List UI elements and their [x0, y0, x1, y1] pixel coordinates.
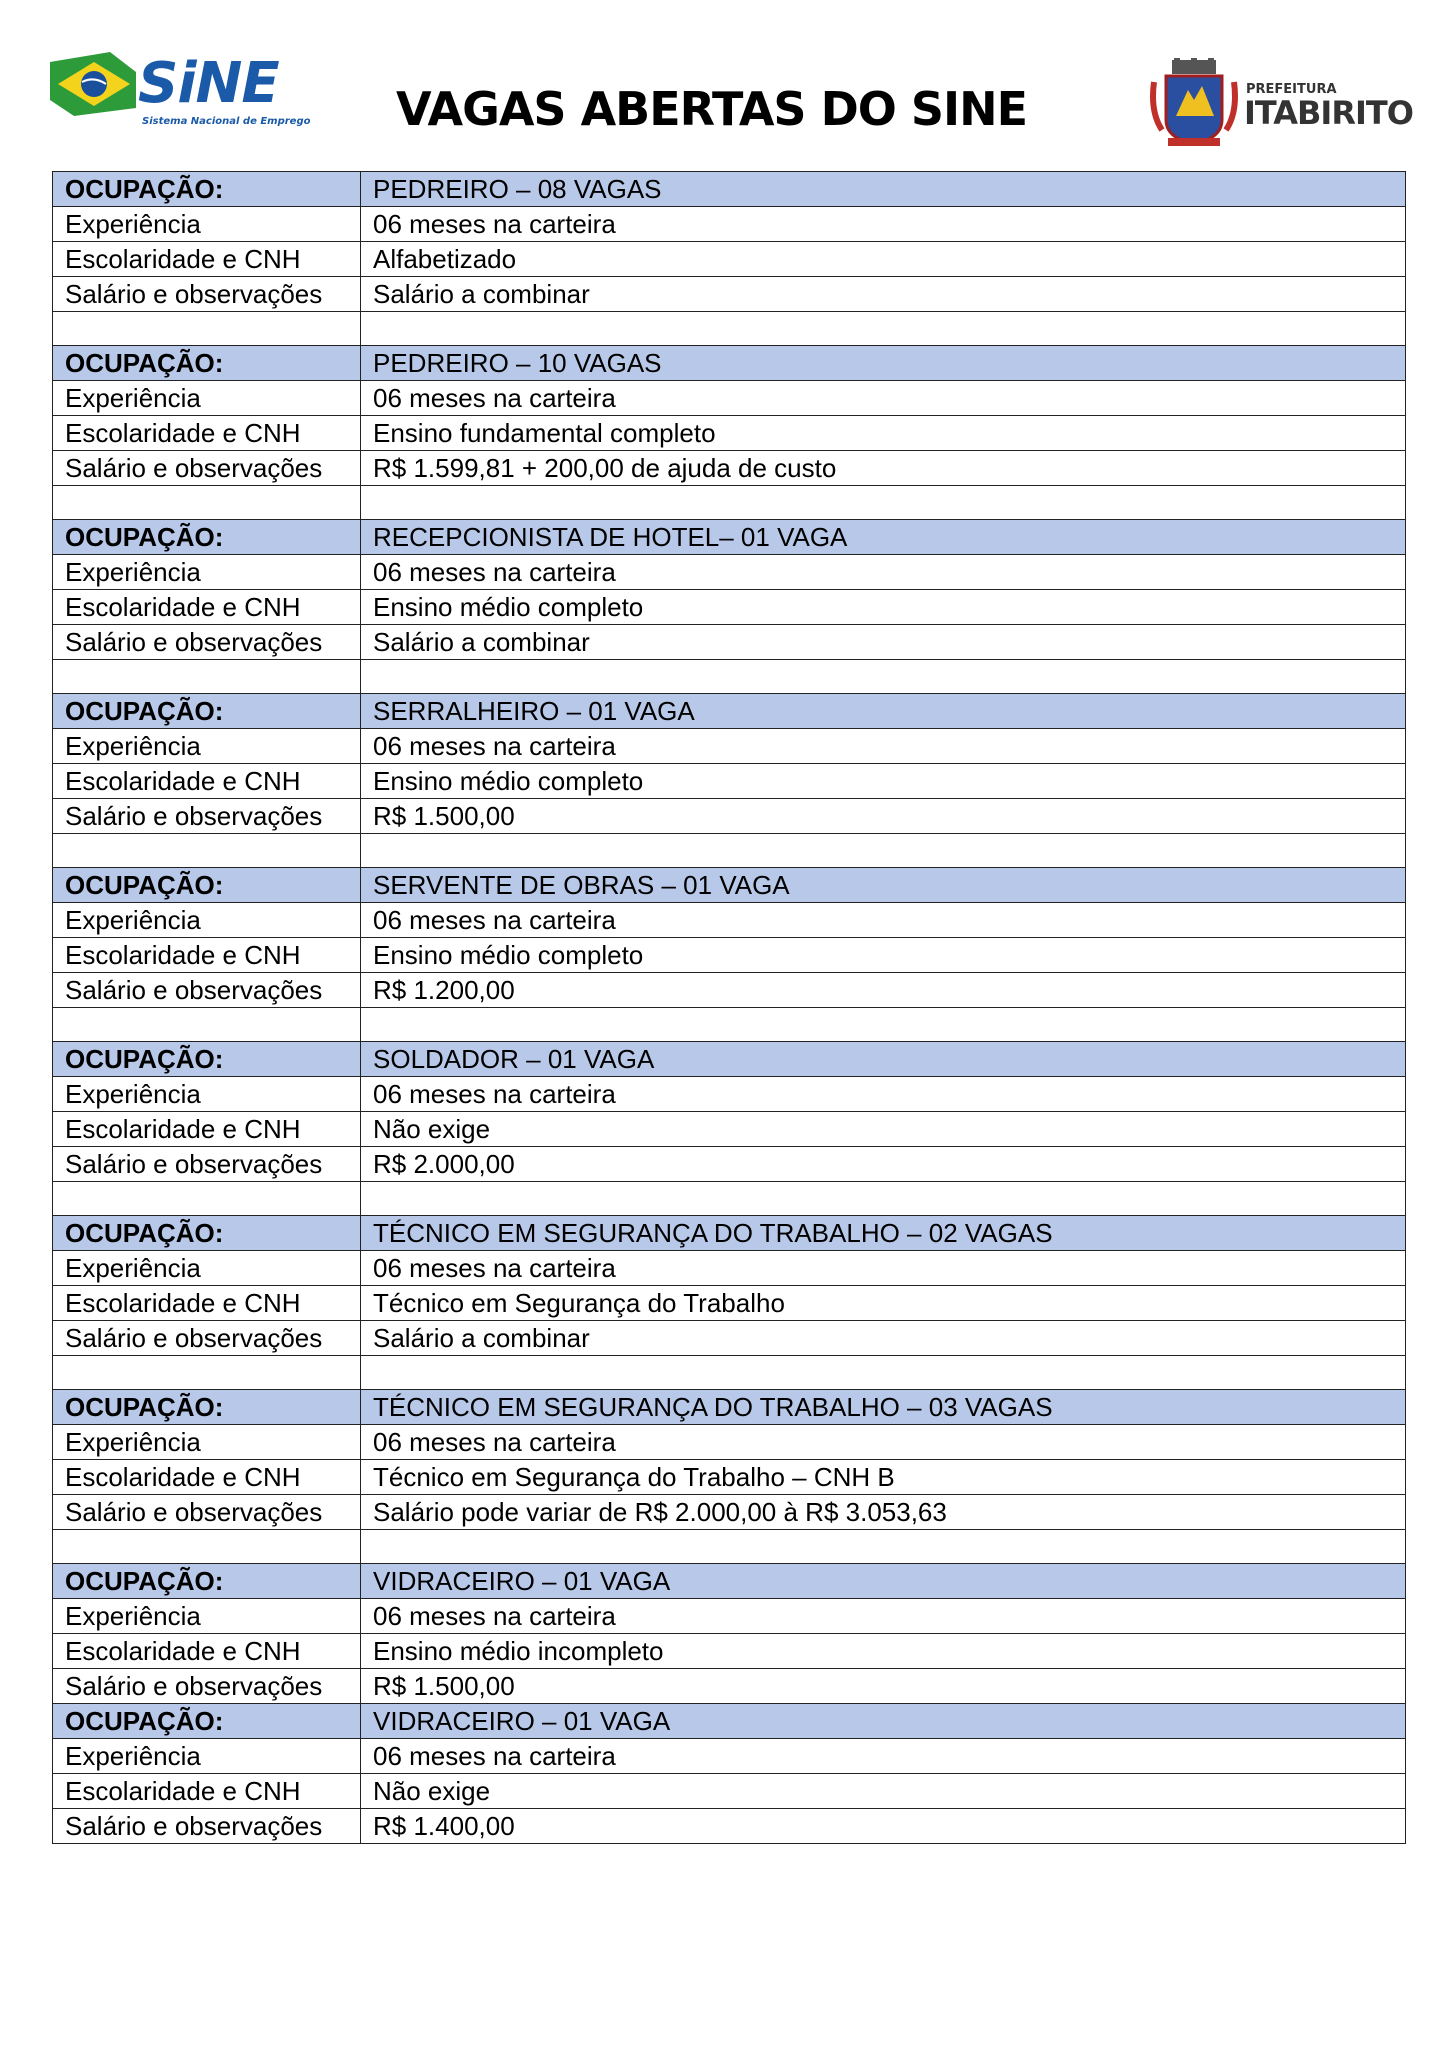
table-row [53, 416, 1406, 451]
experience-label: Experiência [53, 1599, 361, 1634]
experience-label: Experiência [53, 1077, 361, 1112]
occupation-label: OCUPAÇÃO: [53, 520, 361, 555]
salary-value: Salário pode variar de R$ 2.000,00 à R$ 3.053,63 [361, 1495, 1406, 1530]
experience-value: 06 meses na carteira [361, 903, 1406, 938]
table-row [53, 1425, 1406, 1460]
table-row [53, 1460, 1406, 1495]
experience-label: Experiência [53, 1739, 361, 1774]
table-row [53, 381, 1406, 416]
education-value: Ensino médio completo [361, 764, 1406, 799]
salary-label: Salário e observações [53, 1809, 361, 1844]
occupation-value: VIDRACEIRO – 01 VAGA [361, 1704, 1406, 1739]
table-row [53, 242, 1406, 277]
occupation-value: RECEPCIONISTA DE HOTEL– 01 VAGA [361, 520, 1406, 555]
occupation-row [53, 1042, 1406, 1077]
occupation-value: PEDREIRO – 10 VAGAS [361, 346, 1406, 381]
education-value: Ensino médio completo [361, 938, 1406, 973]
experience-value: 06 meses na carteira [361, 381, 1406, 416]
spacer-row [53, 834, 1406, 868]
experience-label: Experiência [53, 729, 361, 764]
salary-label: Salário e observações [53, 1147, 361, 1182]
spacer-cell [361, 1182, 1406, 1216]
education-label: Escolaridade e CNH [53, 764, 361, 799]
spacer-cell [53, 834, 361, 868]
education-label: Escolaridade e CNH [53, 1634, 361, 1669]
occupation-value: TÉCNICO EM SEGURANÇA DO TRABALHO – 02 VAGAS [361, 1216, 1406, 1251]
education-value: Não exige [361, 1112, 1406, 1147]
occupation-row [53, 1216, 1406, 1251]
occupation-label: OCUPAÇÃO: [53, 172, 361, 207]
occupation-value: TÉCNICO EM SEGURANÇA DO TRABALHO – 03 VAGAS [361, 1390, 1406, 1425]
salary-label: Salário e observações [53, 1321, 361, 1356]
salary-value: Salário a combinar [361, 277, 1406, 312]
spacer-row [53, 1008, 1406, 1042]
occupation-value: SERRALHEIRO – 01 VAGA [361, 694, 1406, 729]
spacer-row [53, 1356, 1406, 1390]
table-row [53, 1286, 1406, 1321]
spacer-cell [53, 486, 361, 520]
table-row [53, 903, 1406, 938]
spacer-cell [361, 834, 1406, 868]
occupation-row [53, 694, 1406, 729]
spacer-cell [361, 660, 1406, 694]
spacer-cell [361, 1530, 1406, 1564]
occupation-label: OCUPAÇÃO: [53, 1216, 361, 1251]
table-row [53, 973, 1406, 1008]
occupation-row [53, 172, 1406, 207]
spacer-cell [53, 660, 361, 694]
education-label: Escolaridade e CNH [53, 1774, 361, 1809]
experience-value: 06 meses na carteira [361, 1425, 1406, 1460]
spacer-cell [361, 312, 1406, 346]
salary-value: R$ 2.000,00 [361, 1147, 1406, 1182]
job-vacancies-table [52, 171, 1406, 1844]
table-row [53, 1147, 1406, 1182]
salary-value: R$ 1.500,00 [361, 1669, 1406, 1704]
education-value: Técnico em Segurança do Trabalho – CNH B [361, 1460, 1406, 1495]
spacer-row [53, 486, 1406, 520]
experience-value: 06 meses na carteira [361, 1739, 1406, 1774]
table-row [53, 1599, 1406, 1634]
education-label: Escolaridade e CNH [53, 1286, 361, 1321]
education-label: Escolaridade e CNH [53, 590, 361, 625]
salary-label: Salário e observações [53, 625, 361, 660]
itabirito-logo [1150, 58, 1413, 153]
table-row [53, 938, 1406, 973]
occupation-label: OCUPAÇÃO: [53, 1704, 361, 1739]
education-value: Não exige [361, 1774, 1406, 1809]
table-row [53, 590, 1406, 625]
spacer-cell [53, 1530, 361, 1564]
spacer-row [53, 1182, 1406, 1216]
occupation-label: OCUPAÇÃO: [53, 1564, 361, 1599]
table-row [53, 1321, 1406, 1356]
salary-label: Salário e observações [53, 1669, 361, 1704]
experience-value: 06 meses na carteira [361, 1599, 1406, 1634]
experience-label: Experiência [53, 1425, 361, 1460]
experience-label: Experiência [53, 555, 361, 590]
table-row [53, 799, 1406, 834]
education-value: Alfabetizado [361, 242, 1406, 277]
city-logo-prefix: PREFEITURA [1246, 82, 1337, 97]
table-row [53, 1112, 1406, 1147]
table-row [53, 729, 1406, 764]
spacer-row [53, 312, 1406, 346]
occupation-row [53, 346, 1406, 381]
salary-label: Salário e observações [53, 451, 361, 486]
sine-logo-word: SiNE [138, 51, 279, 116]
spacer-cell [53, 312, 361, 346]
education-value: Ensino médio incompleto [361, 1634, 1406, 1669]
sine-logo-subtitle: Sistema Nacional de Emprego [142, 116, 311, 127]
experience-value: 06 meses na carteira [361, 555, 1406, 590]
spacer-row [53, 660, 1406, 694]
experience-value: 06 meses na carteira [361, 729, 1406, 764]
occupation-row [53, 1704, 1406, 1739]
city-crest-icon [1150, 58, 1238, 150]
occupation-value: PEDREIRO – 08 VAGAS [361, 172, 1406, 207]
experience-label: Experiência [53, 381, 361, 416]
salary-label: Salário e observações [53, 799, 361, 834]
table-row [53, 764, 1406, 799]
page-title: VAGAS ABERTAS DO SINE [396, 82, 1028, 136]
table-row [53, 1495, 1406, 1530]
page-header [0, 0, 1448, 168]
city-logo-name: ITABIRITO [1244, 94, 1413, 132]
education-value: Técnico em Segurança do Trabalho [361, 1286, 1406, 1321]
salary-label: Salário e observações [53, 1495, 361, 1530]
occupation-label: OCUPAÇÃO: [53, 694, 361, 729]
education-label: Escolaridade e CNH [53, 242, 361, 277]
occupation-value: SOLDADOR – 01 VAGA [361, 1042, 1406, 1077]
table-row [53, 1077, 1406, 1112]
brazil-flag-icon [50, 52, 136, 116]
occupation-row [53, 1390, 1406, 1425]
education-label: Escolaridade e CNH [53, 1460, 361, 1495]
spacer-cell [361, 1008, 1406, 1042]
salary-value: R$ 1.599,81 + 200,00 de ajuda de custo [361, 451, 1406, 486]
salary-label: Salário e observações [53, 973, 361, 1008]
table-row [53, 1774, 1406, 1809]
experience-value: 06 meses na carteira [361, 1077, 1406, 1112]
table-row [53, 1634, 1406, 1669]
table-row [53, 555, 1406, 590]
occupation-value: SERVENTE DE OBRAS – 01 VAGA [361, 868, 1406, 903]
spacer-cell [361, 486, 1406, 520]
table-row [53, 1739, 1406, 1774]
table-row [53, 1809, 1406, 1844]
sine-logo [50, 52, 310, 132]
salary-value: R$ 1.400,00 [361, 1809, 1406, 1844]
table-row [53, 625, 1406, 660]
salary-value: Salário a combinar [361, 1321, 1406, 1356]
experience-value: 06 meses na carteira [361, 1251, 1406, 1286]
salary-label: Salário e observações [53, 277, 361, 312]
table-row [53, 1669, 1406, 1704]
education-value: Ensino fundamental completo [361, 416, 1406, 451]
spacer-cell [361, 1356, 1406, 1390]
salary-value: R$ 1.500,00 [361, 799, 1406, 834]
occupation-label: OCUPAÇÃO: [53, 1390, 361, 1425]
experience-label: Experiência [53, 1251, 361, 1286]
salary-value: R$ 1.200,00 [361, 973, 1406, 1008]
occupation-row [53, 1564, 1406, 1599]
education-label: Escolaridade e CNH [53, 938, 361, 973]
spacer-cell [53, 1182, 361, 1216]
spacer-row [53, 1530, 1406, 1564]
spacer-cell [53, 1356, 361, 1390]
occupation-row [53, 868, 1406, 903]
table-row [53, 1251, 1406, 1286]
occupation-value: VIDRACEIRO – 01 VAGA [361, 1564, 1406, 1599]
table-row [53, 277, 1406, 312]
experience-label: Experiência [53, 207, 361, 242]
occupation-label: OCUPAÇÃO: [53, 346, 361, 381]
salary-value: Salário a combinar [361, 625, 1406, 660]
education-label: Escolaridade e CNH [53, 416, 361, 451]
experience-label: Experiência [53, 903, 361, 938]
education-label: Escolaridade e CNH [53, 1112, 361, 1147]
occupation-label: OCUPAÇÃO: [53, 868, 361, 903]
job-vacancies-body [53, 172, 1406, 1844]
experience-value: 06 meses na carteira [361, 207, 1406, 242]
table-row [53, 451, 1406, 486]
spacer-cell [53, 1008, 361, 1042]
occupation-label: OCUPAÇÃO: [53, 1042, 361, 1077]
education-value: Ensino médio completo [361, 590, 1406, 625]
occupation-row [53, 520, 1406, 555]
table-row [53, 207, 1406, 242]
